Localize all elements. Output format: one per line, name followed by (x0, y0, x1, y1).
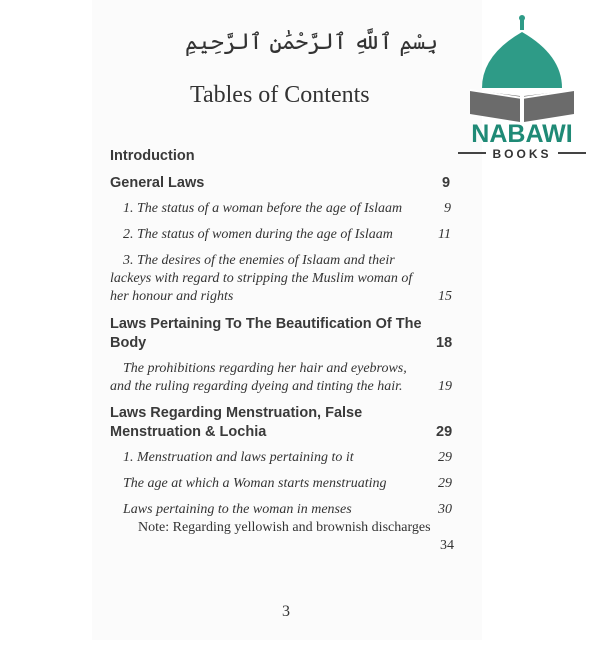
page-title: Tables of Contents (190, 82, 370, 108)
toc-age-page: 29 (438, 476, 452, 491)
logo-sub: BOOKS (492, 147, 552, 160)
toc-mens1: 1. Menstruation and laws pertaining to it (123, 450, 354, 465)
toc-general-laws-page: 9 (442, 175, 451, 191)
toc-menstruation-line1: Laws Regarding Menstruation, False (110, 405, 363, 421)
bismillah-text: بِسْمِ ٱللَّهِ ٱلرَّحْمَٰنِ ٱلرَّحِيمِ (185, 30, 439, 55)
logo-name: NABAWI (471, 120, 573, 148)
toc-item-1-page: 9 (444, 201, 451, 216)
toc-item-3-line2: lackeys with regard to stripping the Muslim woman of (110, 271, 413, 286)
toc-introduction: Introduction (110, 148, 195, 164)
toc-mens1-page: 29 (438, 450, 452, 465)
toc-menstruation-line2: Menstruation & Lochia (110, 424, 267, 440)
toc-prohibitions-line2: and the ruling regarding dyeing and tinting the hair. (110, 379, 403, 394)
toc-item-3-page: 15 (438, 289, 452, 304)
toc-menstruation-page: 29 (436, 424, 453, 440)
toc-item-3-line3: her honour and rights (110, 289, 234, 304)
toc-item-3-line1: 3. The desires of the enemies of Islaam and their (123, 253, 395, 268)
toc-general-laws: General Laws (110, 175, 205, 191)
toc-beautification-page: 18 (436, 335, 453, 351)
mosque-book-icon (452, 10, 592, 160)
page-number: 3 (282, 603, 290, 620)
toc-note: Note: Regarding yellowish and brownish discharges (138, 520, 431, 535)
toc-age: The age at which a Woman starts menstruating (123, 476, 387, 491)
toc-prohibitions-page: 19 (438, 379, 452, 394)
toc-beautification-line2: Body (110, 335, 147, 351)
toc-item-1: 1. The status of a woman before the age of Islaam (123, 201, 403, 216)
toc-menses: Laws pertaining to the woman in menses (123, 502, 352, 517)
toc-beautification-line1: Laws Pertaining To The Beautification Of The (110, 316, 422, 332)
toc-item-2: 2. The status of women during the age of Islaam (123, 227, 393, 242)
toc-item-2-page: 11 (438, 227, 451, 242)
toc-note-page: 34 (440, 538, 454, 553)
toc-menses-page: 30 (438, 502, 452, 517)
nabawi-books-logo (452, 10, 592, 160)
toc-prohibitions-line1: The prohibitions regarding her hair and eyebrows, (123, 361, 407, 376)
